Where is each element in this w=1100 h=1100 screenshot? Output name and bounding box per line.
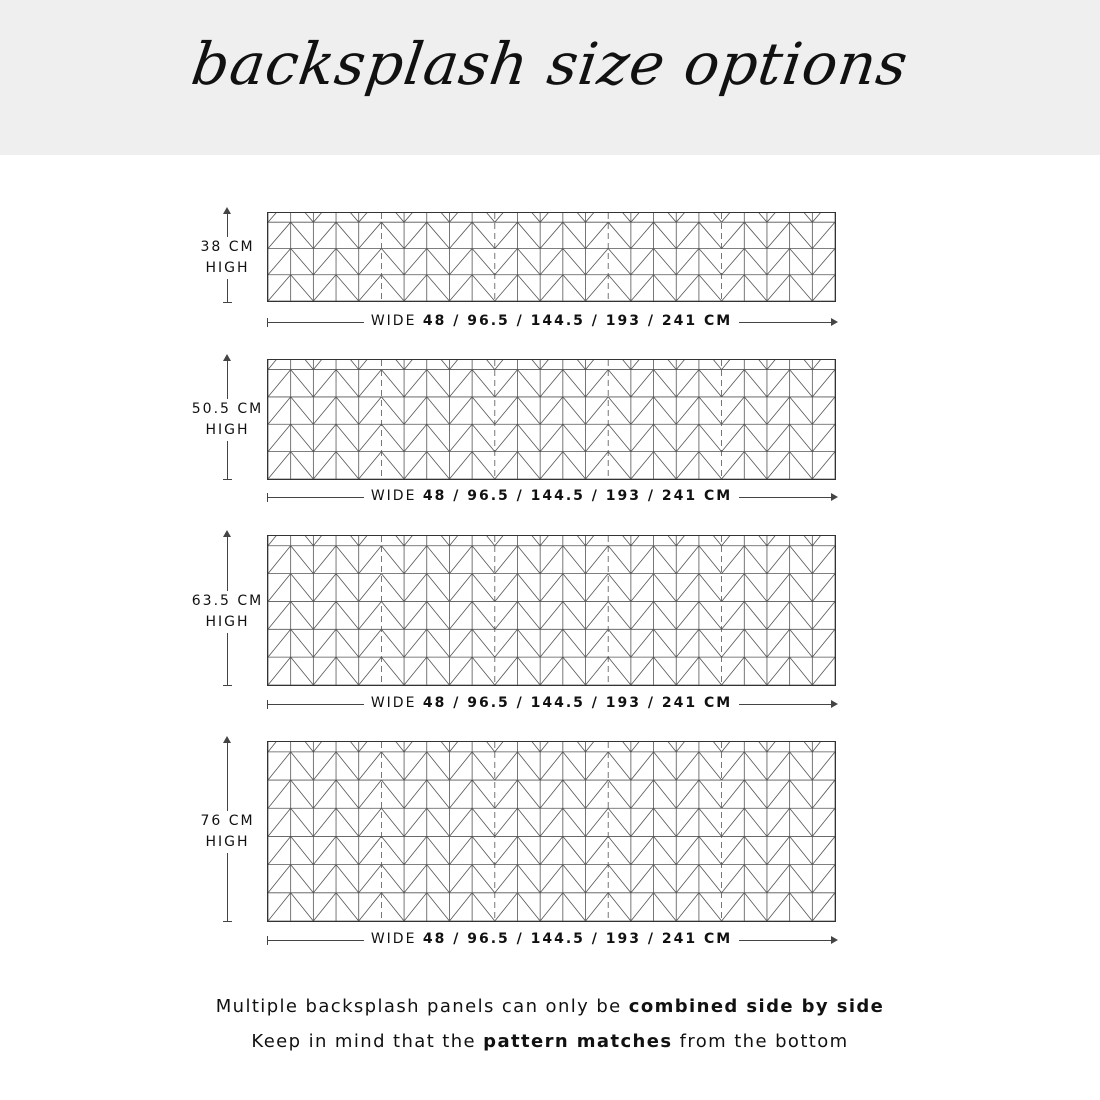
height-value: 38 CM	[200, 239, 255, 255]
wide-word: WIDE	[370, 931, 417, 947]
note-emphasis: pattern matches	[483, 1031, 673, 1052]
width-label	[267, 695, 836, 711]
height-label	[175, 591, 280, 633]
note-emphasis: combined side by side	[628, 996, 885, 1017]
herringbone-pattern	[268, 536, 835, 685]
wide-values: 48 / 96.5 / 144.5 / 193 / 241 CM	[422, 488, 733, 504]
backsplash-panel	[267, 212, 836, 302]
wide-values: 48 / 96.5 / 144.5 / 193 / 241 CM	[422, 695, 733, 711]
wide-values: 48 / 96.5 / 144.5 / 193 / 241 CM	[422, 931, 733, 947]
wide-word: WIDE	[370, 695, 417, 711]
height-word: HIGH	[205, 834, 250, 850]
page-title: backsplash size options	[187, 30, 913, 98]
height-value: 76 CM	[200, 813, 255, 829]
height-label	[175, 811, 280, 853]
wide-word: WIDE	[370, 313, 417, 329]
height-word: HIGH	[205, 422, 250, 438]
note-text: Multiple backsplash panels can only be	[215, 996, 629, 1017]
width-label	[267, 488, 836, 504]
note-line-2	[0, 1031, 1100, 1052]
backsplash-panel	[267, 535, 836, 686]
height-label	[175, 399, 280, 441]
note-text: Keep in mind that the	[251, 1031, 484, 1052]
backsplash-panel	[267, 741, 836, 922]
herringbone-pattern	[268, 742, 835, 921]
height-label	[175, 237, 280, 279]
wide-word: WIDE	[370, 488, 417, 504]
wide-values: 48 / 96.5 / 144.5 / 193 / 241 CM	[422, 313, 733, 329]
note-text: from the bottom	[672, 1031, 849, 1052]
width-label	[267, 313, 836, 329]
backsplash-panel	[267, 359, 836, 480]
height-value: 63.5 CM	[191, 593, 264, 609]
height-value: 50.5 CM	[191, 401, 264, 417]
width-label	[267, 931, 836, 947]
herringbone-pattern	[268, 213, 835, 301]
note-line-1	[0, 996, 1100, 1017]
herringbone-pattern	[268, 360, 835, 479]
height-word: HIGH	[205, 260, 250, 276]
height-word: HIGH	[205, 614, 250, 630]
